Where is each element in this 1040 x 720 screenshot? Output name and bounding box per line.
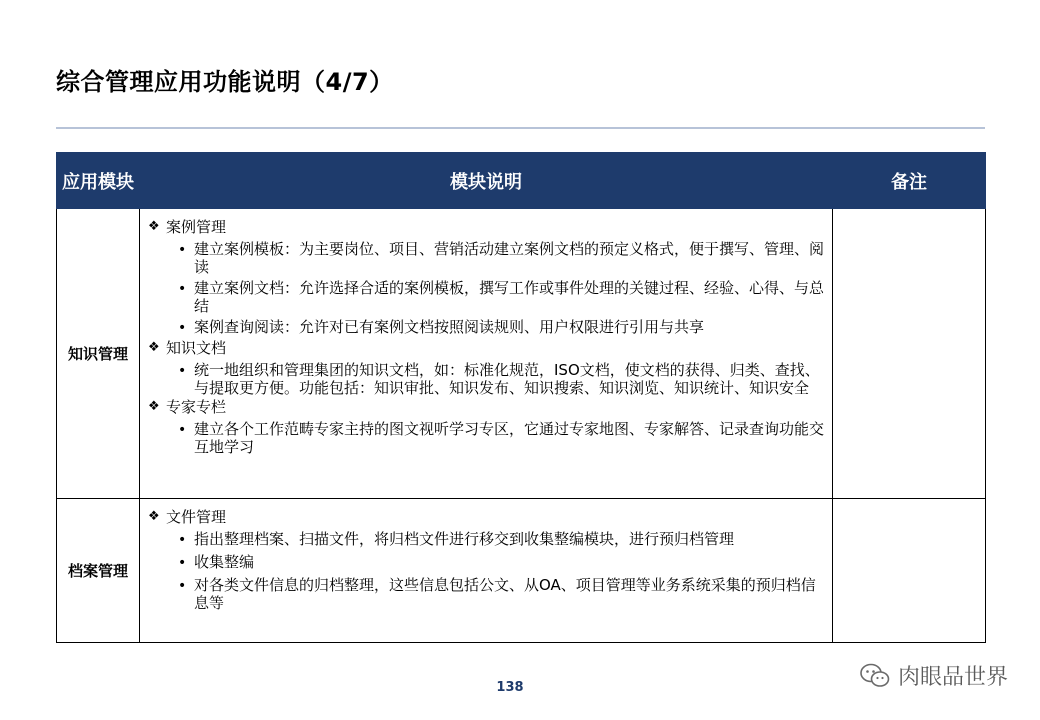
section-expert-column <box>148 397 826 456</box>
section-heading: 专家专栏 <box>166 398 227 416</box>
list-item <box>148 576 826 612</box>
list-item-text: 对各类文件信息的归档整理，这些信息包括公文、从OA、项目管理等业务系统采集的预归档信息等 <box>194 576 816 612</box>
section-case-management <box>148 217 826 338</box>
section-file-management <box>148 507 826 612</box>
list-item <box>148 553 826 573</box>
list-item-text: 指出整理档案、扫描文件，将归档文件进行移交到收集整编模块，进行预归档管理 <box>194 530 735 548</box>
list-item-text: 收集整编 <box>194 553 255 571</box>
bullet-icon: • <box>178 281 187 297</box>
module-description <box>140 499 833 643</box>
bullet-icon: • <box>178 532 187 548</box>
bullet-icon: • <box>178 422 187 438</box>
note-cell <box>833 499 986 643</box>
bullet-icon: • <box>178 242 187 258</box>
header-note: 备注 <box>833 153 986 209</box>
list-item <box>148 240 826 276</box>
watermark <box>860 660 1008 691</box>
page-title: 综合管理应用功能说明（4/7） <box>56 68 394 96</box>
section-heading: 案例管理 <box>166 218 227 236</box>
list-item-text: 建立各个工作范畴专家主持的图文视听学习专区，它通过专家地图、专家解答、记录查询功能交互地学习 <box>194 420 825 456</box>
diamond-bullet-icon: ❖ <box>148 219 160 234</box>
diamond-bullet-icon: ❖ <box>148 340 160 355</box>
list-item <box>148 530 826 550</box>
function-table <box>56 152 986 643</box>
module-name: 知识管理 <box>57 209 140 499</box>
section-knowledge-docs <box>148 338 826 397</box>
watermark-text: 肉眼品世界 <box>897 665 1008 690</box>
header-description: 模块说明 <box>140 153 833 209</box>
bullet-icon: • <box>178 320 187 336</box>
wechat-logo-icon <box>860 663 890 689</box>
section-heading: 文件管理 <box>166 508 227 526</box>
table-row <box>57 499 986 643</box>
list-item-text: 案例查询阅读：允许对已有案例文档按照阅读规则、用户权限进行引用与共享 <box>194 318 705 336</box>
page-number: 138 <box>496 680 524 695</box>
list-item-text: 统一地组织和管理集团的知识文档，如：标准化规范，ISO文档，使文档的获得、归类、查找、与提取更方便。功能包括：知识审批、知识发布、知识搜索、知识浏览、知识统计、知识安全 <box>194 361 820 397</box>
bullet-icon: • <box>178 555 187 571</box>
module-name: 档案管理 <box>57 499 140 643</box>
diamond-bullet-icon: ❖ <box>148 399 160 414</box>
list-item <box>148 420 826 456</box>
table-row <box>57 209 986 499</box>
list-item <box>148 279 826 315</box>
list-item-text: 建立案例文档：允许选择合适的案例模板，撰写工作或事件处理的关键过程、经验、心得、与总结 <box>194 279 825 315</box>
list-item-text: 建立案例模板：为主要岗位、项目、营销活动建立案例文档的预定义格式，便于撰写、管理、阅读 <box>194 240 825 276</box>
list-item <box>148 318 826 338</box>
bullet-icon: • <box>178 363 187 379</box>
diamond-bullet-icon: ❖ <box>148 509 160 524</box>
bullet-icon: • <box>178 578 187 594</box>
table-header-row <box>57 153 986 209</box>
note-cell <box>833 209 986 499</box>
module-description <box>140 209 833 499</box>
header-module: 应用模块 <box>57 153 140 209</box>
section-heading: 知识文档 <box>166 339 227 357</box>
title-divider <box>56 127 985 129</box>
list-item <box>148 361 826 397</box>
